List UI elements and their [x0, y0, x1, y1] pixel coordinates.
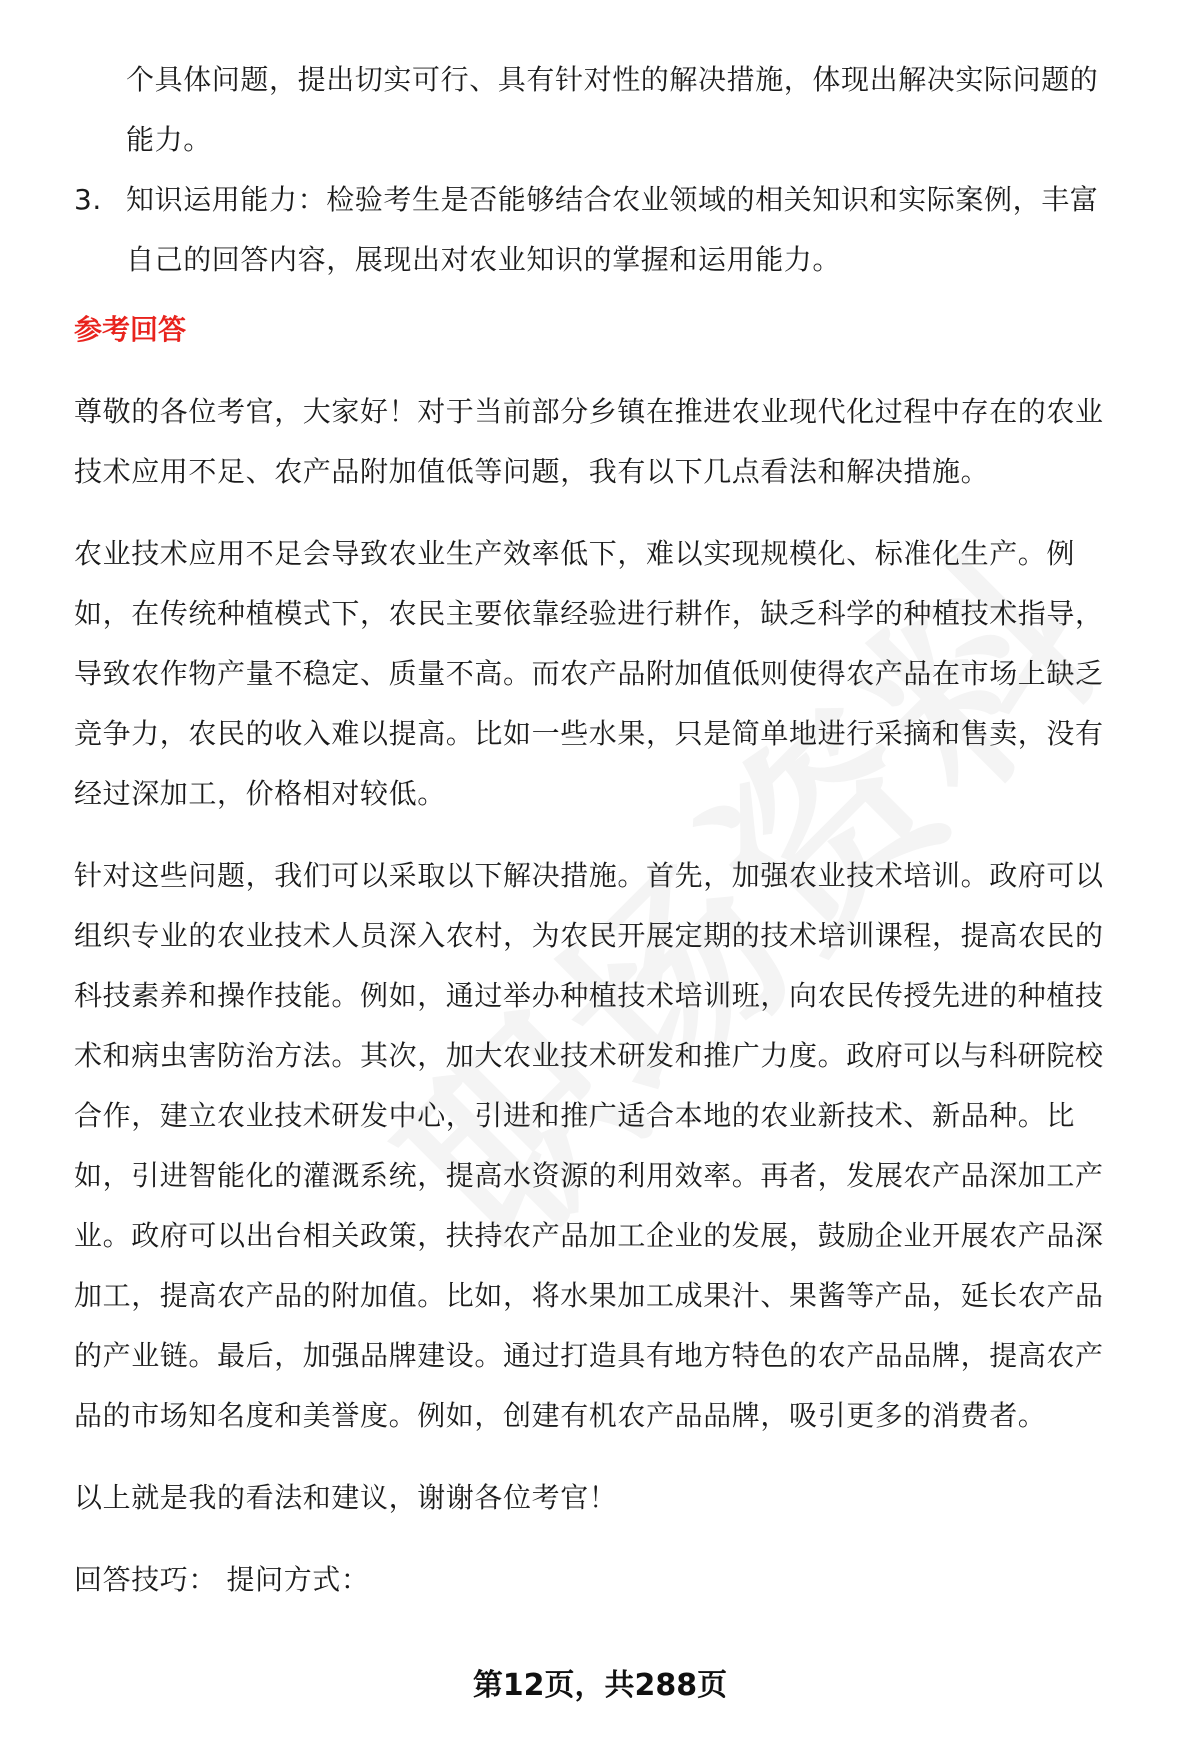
text-line: 合作，建立农业技术研发中心，引进和推广适合本地的农业新技术、新品种。比 [74, 1099, 1076, 1132]
text-line: 科技素养和操作技能。例如，通过举办种植技术培训班，向农民传授先进的种植技 [74, 979, 1104, 1012]
text-line: 知识运用能力：检验考生是否能够结合农业领域的相关知识和实际案例，丰富 [126, 183, 1099, 216]
text-line: 经过深加工，价格相对较低。 [74, 777, 446, 810]
text-line: 能力。 [126, 123, 212, 156]
list-number: 3. [74, 183, 102, 216]
text-line: 品的市场知名度和美誉度。例如，创建有机农产品品牌，吸引更多的消费者。 [74, 1399, 1047, 1432]
paragraph-measures [74, 846, 1140, 1446]
text-line: 针对这些问题，我们可以采取以下解决措施。首先，加强农业技术培训。政府可以 [74, 859, 1104, 892]
page-number: 第12页，共288页 [472, 1668, 728, 1703]
paragraph-analysis [74, 524, 1140, 824]
list-item-3 [74, 170, 1140, 290]
text-line: 竞争力，农民的收入难以提高。比如一些水果，只是简单地进行采摘和售卖，没有 [74, 717, 1104, 750]
text-line: 导致农作物产量不稳定、质量不高。而农产品附加值低则使得农产品在市场上缺乏 [74, 657, 1104, 690]
paragraph-greeting [74, 382, 1140, 502]
text-line: 农业技术应用不足会导致农业生产效率低下，难以实现规模化、标准化生产。例 [74, 537, 1076, 570]
text-line: 如，在传统种植模式下，农民主要依靠经验进行耕作，缺乏科学的种植技术指导， [74, 597, 1104, 630]
text-line: 以上就是我的看法和建议，谢谢各位考官！ [74, 1481, 618, 1514]
list-item-first-line [62, 170, 1140, 230]
list-continuation [74, 50, 1140, 170]
text-line: 尊敬的各位考官，大家好！对于当前部分乡镇在推进农业现代化过程中存在的农业 [74, 395, 1104, 428]
text-line: 回答技巧： 提问方式： [74, 1563, 370, 1596]
text-line: 业。政府可以出台相关政策，扶持农产品加工企业的发展，鼓励企业开展农产品深 [74, 1219, 1104, 1252]
text-line: 的产业链。最后，加强品牌建设。通过打造具有地方特色的农产品品牌，提高农产 [74, 1339, 1104, 1372]
text-line: 如，引进智能化的灌溉系统，提高水资源的利用效率。再者，发展农产品深加工产 [74, 1159, 1104, 1192]
section-heading: 参考回答 [74, 313, 187, 346]
text-line: 加工，提高农产品的附加值。比如，将水果加工成果汁、果酱等产品，延长农产品 [74, 1279, 1104, 1312]
paragraph-tips [74, 1550, 1140, 1610]
paragraph-closing [74, 1468, 1140, 1528]
document-body [74, 50, 1140, 1610]
text-line: 组织专业的农业技术人员深入农村，为农民开展定期的技术培训课程，提高农民的 [74, 919, 1104, 952]
text-line: 术和病虫害防治方法。其次，加大农业技术研发和推广力度。政府可以与科研院校 [74, 1039, 1104, 1072]
text-line: 自己的回答内容，展现出对农业知识的掌握和运用能力。 [126, 243, 842, 276]
text-line: 技术应用不足、农产品附加值低等问题，我有以下几点看法和解决措施。 [74, 455, 990, 488]
text-line: 个具体问题，提出切实可行、具有针对性的解决措施，体现出解决实际问题的 [126, 63, 1099, 96]
